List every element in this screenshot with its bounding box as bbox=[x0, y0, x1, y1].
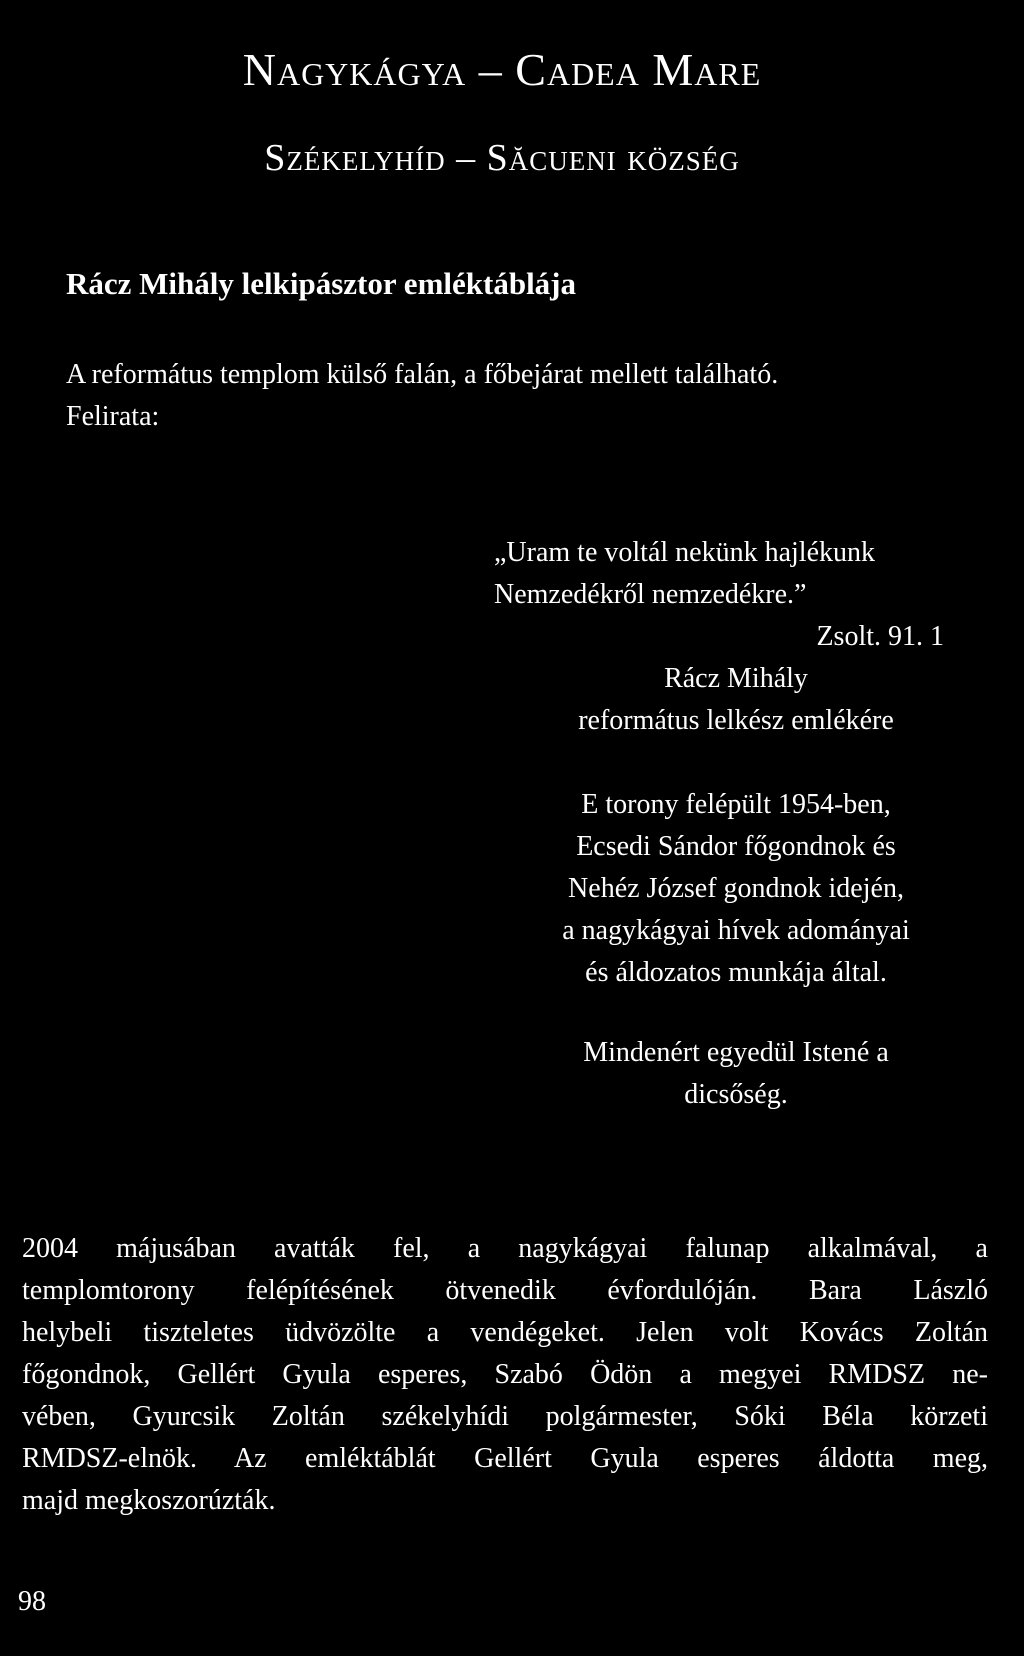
tower-line: és áldozatos munkája által. bbox=[585, 957, 887, 988]
verse-line: „Uram te voltál nekünk hajlékunk bbox=[494, 537, 875, 568]
intro-line: A református templom külső falán, a főbejárat mellett található. bbox=[66, 359, 779, 390]
tower-line: Nehéz József gondnok idején, bbox=[568, 873, 904, 904]
inscription-block bbox=[494, 532, 978, 1116]
intro-paragraph bbox=[66, 354, 778, 438]
tower-line: E torony felépült 1954-ben, bbox=[581, 789, 891, 820]
verse-line: Nemzedékről nemzedékre.” bbox=[494, 579, 807, 610]
tower-line: a nagykágyai hívek adományai bbox=[562, 915, 910, 946]
body-line: 2004 májusában avatták fel, a nagykágyai falunap alkalmával, a bbox=[22, 1233, 988, 1264]
section-heading: Rácz Mihály lelkipásztor emléktáblája bbox=[66, 266, 577, 301]
body-line: helybeli tiszteletes üdvözölte a vendégeket. Jelen volt Kovács Zoltán bbox=[22, 1317, 988, 1348]
page-title: Nagykágya – Cadea Mare bbox=[242, 44, 762, 95]
verse-reference: Zsolt. 91. 1 bbox=[816, 621, 944, 652]
dedication-line: Rácz Mihály bbox=[664, 663, 808, 694]
body-line: majd megkoszorúzták. bbox=[22, 1485, 276, 1516]
page-number: 98 bbox=[18, 1586, 46, 1617]
body-line: vében, Gyurcsik Zoltán székelyhídi polgármester, Sóki Béla körzeti bbox=[22, 1401, 988, 1432]
body-line: főgondnok, Gellért Gyula esperes, Szabó Ödön a megyei RMDSZ ne- bbox=[22, 1359, 988, 1390]
dedication-line: református lelkész emlékére bbox=[578, 705, 894, 736]
body-paragraph bbox=[22, 1228, 988, 1522]
body-line: templomtorony felépítésének ötvenedik évfordulóján. Bara László bbox=[22, 1275, 988, 1306]
closing-line: dicsőség. bbox=[684, 1079, 788, 1110]
closing-line: Mindenért egyedül Istené a bbox=[583, 1037, 889, 1068]
intro-line: Felirata: bbox=[66, 401, 160, 432]
page-subtitle: Székelyhíd – Săcueni község bbox=[264, 137, 740, 179]
tower-line: Ecsedi Sándor főgondnok és bbox=[576, 831, 896, 862]
body-line: RMDSZ-elnök. Az emléktáblát Gellért Gyula esperes áldotta meg, bbox=[22, 1443, 988, 1474]
